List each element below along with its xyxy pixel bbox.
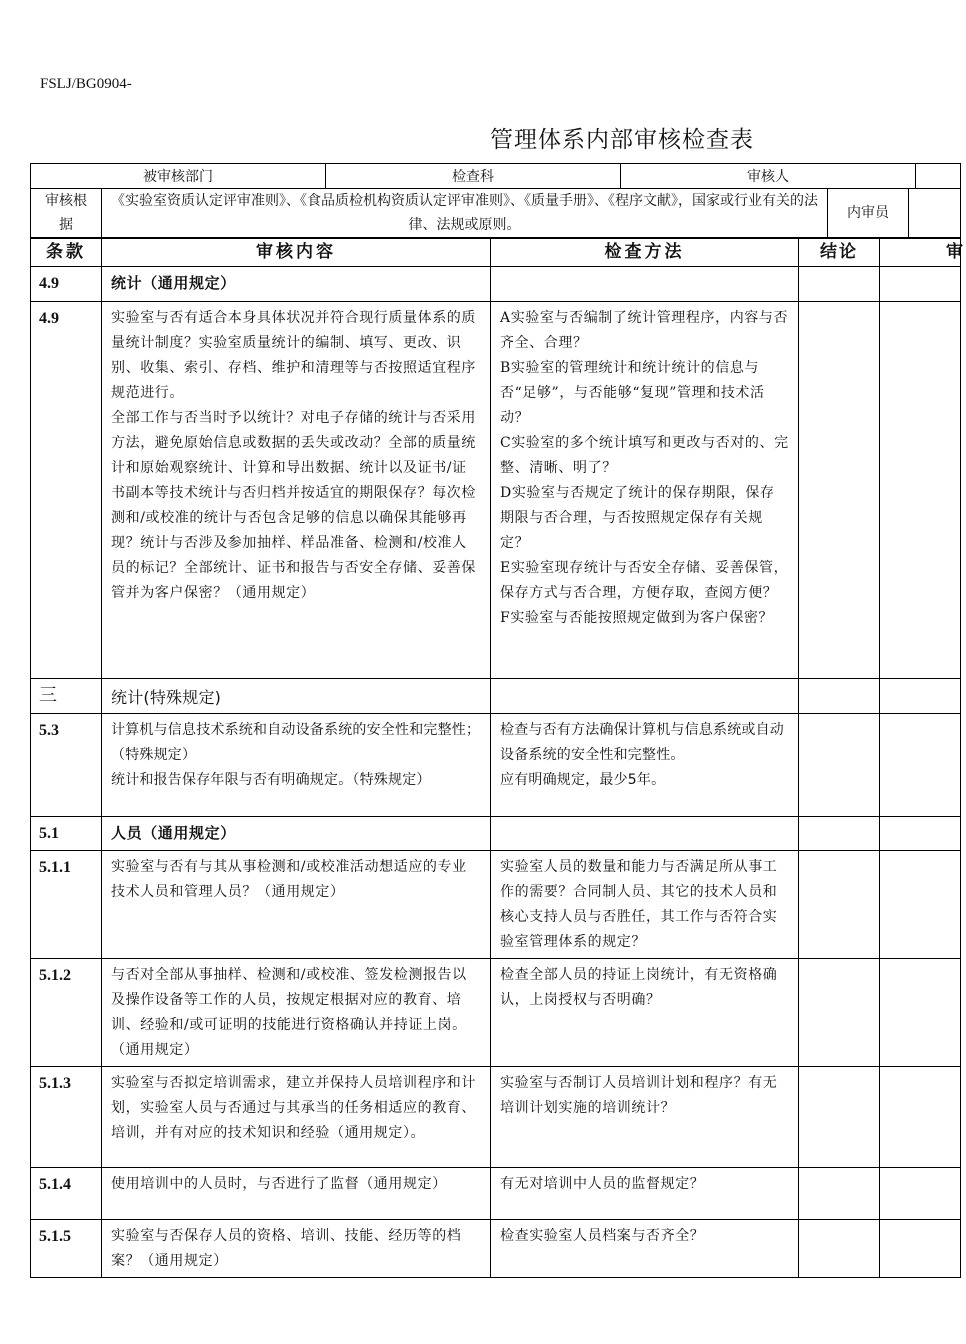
clause-cell: 三	[31, 679, 102, 714]
basis-table	[30, 188, 961, 238]
last-cell	[880, 267, 961, 302]
content-cell	[102, 267, 491, 302]
last-cell	[880, 851, 961, 959]
method-cell	[491, 851, 799, 959]
conclusion-cell	[799, 714, 880, 817]
content-cell	[102, 817, 491, 851]
conclusion-cell	[799, 1168, 880, 1220]
conclusion-cell	[799, 1067, 880, 1168]
col-conclusion: 结论	[799, 239, 880, 267]
method-text: 有无对培训中人员的监督规定？	[500, 1176, 705, 1192]
col-method: 检查方法	[491, 239, 799, 267]
method-text: D实验室与否规定了统计的保存期限，保存期限与否合理，与否按照规定保存有关规定？	[500, 485, 775, 551]
content-text: 与否对全部从事抽样、检测和/或校准、签发检测报告以及操作设备等工作的人员，按规定根据对应的教育、培训、经验和/或可证明的技能进行资格确认并持证上岗。（通用规定）	[111, 967, 467, 1058]
content-cell	[102, 679, 491, 714]
basis-text: 《实验室资质认定评审准则》、《食品质检机构资质认定评审准则》、《质量手册》、《程序文献》，国家或行业有关的法律、法规或原则。	[102, 189, 828, 238]
clause-cell: 4.9	[31, 302, 102, 679]
content-text: 人员（通用规定）	[111, 824, 236, 842]
content-text: 实验室与否有与其从事检测和/或校准活动想适应的专业技术人员和管理人员？（通用规定）	[111, 859, 467, 900]
content-text: 计算机与信息技术系统和自动设备系统的安全性和完整性；（特殊规定）	[111, 722, 481, 763]
column-header-row	[31, 239, 961, 267]
method-text: F实验室与否能按照规定做到为客户保密？	[500, 610, 774, 626]
internal-auditor-value	[909, 189, 961, 238]
table-row	[31, 817, 961, 851]
method-text: A实验室与否编制了统计管理程序，内容与否齐全、合理？	[500, 310, 789, 351]
last-cell	[880, 302, 961, 679]
auditor-value	[916, 164, 961, 189]
table-row	[31, 714, 961, 817]
table-row	[31, 1067, 961, 1168]
method-cell	[491, 1168, 799, 1220]
method-text: 检查全部人员的持证上岗统计，有无资格确认，上岗授权与否明确？	[500, 967, 778, 1008]
content-text: 统计（通用规定）	[111, 274, 236, 292]
content-cell	[102, 714, 491, 817]
method-cell	[491, 714, 799, 817]
content-cell	[102, 1168, 491, 1220]
col-content: 审核内容	[102, 239, 491, 267]
col-last: 审	[880, 239, 961, 267]
content-cell	[102, 851, 491, 959]
clause-cell: 4.9	[31, 267, 102, 302]
content-cell	[102, 1067, 491, 1168]
col-clause: 条款	[31, 239, 102, 267]
conclusion-cell	[799, 817, 880, 851]
conclusion-cell	[799, 267, 880, 302]
table-row	[31, 267, 961, 302]
last-cell	[880, 959, 961, 1067]
clause-cell: 5.1.4	[31, 1168, 102, 1220]
last-cell	[880, 1220, 961, 1278]
internal-auditor-label: 内审员	[828, 189, 909, 238]
content-text: 实验室与否拟定培训需求，建立并保持人员培训程序和计划，实验室人员与否通过与其承当的任务相适应的教育、培训，并有对应的技术知识和经验（通用规定）。	[111, 1075, 476, 1141]
conclusion-cell	[799, 959, 880, 1067]
table-row	[31, 302, 961, 679]
clause-cell: 5.1.2	[31, 959, 102, 1067]
table-row	[31, 959, 961, 1067]
method-cell	[491, 1067, 799, 1168]
content-text: 使用培训中的人员时，与否进行了监督（通用规定）	[111, 1176, 447, 1192]
clause-cell: 5.1.3	[31, 1067, 102, 1168]
conclusion-cell	[799, 1220, 880, 1278]
method-cell	[491, 267, 799, 302]
checklist-table	[30, 238, 966, 1278]
last-cell	[880, 679, 961, 714]
method-text: 应有明确规定，最少5年。	[500, 772, 666, 788]
method-text: 实验室人员的数量和能力与否满足所从事工作的需要？合同制人员、其它的技术人员和核心支持人员与否胜任，其工作与否符合实验室管理体系的规定？	[500, 859, 778, 950]
content-text: 统计和报告保存年限与否有明确规定。（特殊规定）	[111, 772, 431, 788]
table-row	[31, 679, 961, 714]
document-code: FSLJ/BG0904-	[40, 76, 132, 92]
method-cell	[491, 302, 799, 679]
dept-value: 检查科	[326, 164, 621, 189]
clause-cell: 5.1.5	[31, 1220, 102, 1278]
content-text: 实验室与否有适合本身具体状况并符合现行质量体系的质量统计制度？实验室质量统计的编制、填写、更改、识别、收集、索引、存档、维护和清理等与否按照适宜程序规范进行。	[111, 310, 476, 401]
content-text: 统计(特殊规定)	[111, 688, 222, 707]
method-text: 检查实验室人员档案与否齐全？	[500, 1228, 705, 1244]
method-cell	[491, 817, 799, 851]
content-cell	[102, 302, 491, 679]
dept-label: 被审核部门	[31, 164, 326, 189]
method-cell	[491, 1220, 799, 1278]
method-cell	[491, 679, 799, 714]
content-text: 全部工作与否当时予以统计？对电子存储的统计与否采用方法，避免原始信息或数据的丢失或改动？全部的质量统计和原始观察统计、计算和导出数据、统计以及证书/证书副本等技术统计与否归档并按适宜的期限保存？每次检测和/或校准的统计与否包含足够的信息以确保其能够再现？统计与否涉及参加抽样、样品准备、检测和/校准人员的标记？全部统计、证书和报告与否安全存储、妥善保管并为客户保密？（通用规定）	[111, 410, 476, 601]
method-cell	[491, 959, 799, 1067]
content-cell	[102, 1220, 491, 1278]
conclusion-cell	[799, 302, 880, 679]
basis-label: 审核根据	[31, 189, 102, 238]
last-cell	[880, 1168, 961, 1220]
conclusion-cell	[799, 679, 880, 714]
table-row	[31, 851, 961, 959]
last-cell	[880, 714, 961, 817]
table-row	[31, 1168, 961, 1220]
clause-cell: 5.1.1	[31, 851, 102, 959]
page-title: 管理体系内部审核检查表	[490, 127, 754, 153]
header-table	[30, 163, 961, 189]
content-text: 实验室与否保存人员的资格、培训、技能、经历等的档案？（通用规定）	[111, 1228, 462, 1269]
last-cell	[880, 1067, 961, 1168]
clause-cell: 5.3	[31, 714, 102, 817]
last-cell	[880, 817, 961, 851]
method-text: B实验室的管理统计和统计统计的信息与否“足够”，与否能够“复现”管理和技术活动？	[500, 360, 765, 426]
method-text: C实验室的多个统计填写和更改与否对的、完整、清晰、明了？	[500, 435, 789, 476]
method-text: E实验室现存统计与否安全存储、妥善保管，保存方式与否合理，方便存取，查阅方便？	[500, 560, 789, 601]
clause-cell: 5.1	[31, 817, 102, 851]
auditor-label: 审核人	[621, 164, 916, 189]
method-text: 实验室与否制订人员培训计划和程序？有无培训计划实施的培训统计？	[500, 1075, 778, 1116]
method-text: 检查与否有方法确保计算机与信息系统或自动设备系统的安全性和完整性。	[500, 722, 784, 763]
table-row	[31, 1220, 961, 1278]
conclusion-cell	[799, 851, 880, 959]
content-cell	[102, 959, 491, 1067]
